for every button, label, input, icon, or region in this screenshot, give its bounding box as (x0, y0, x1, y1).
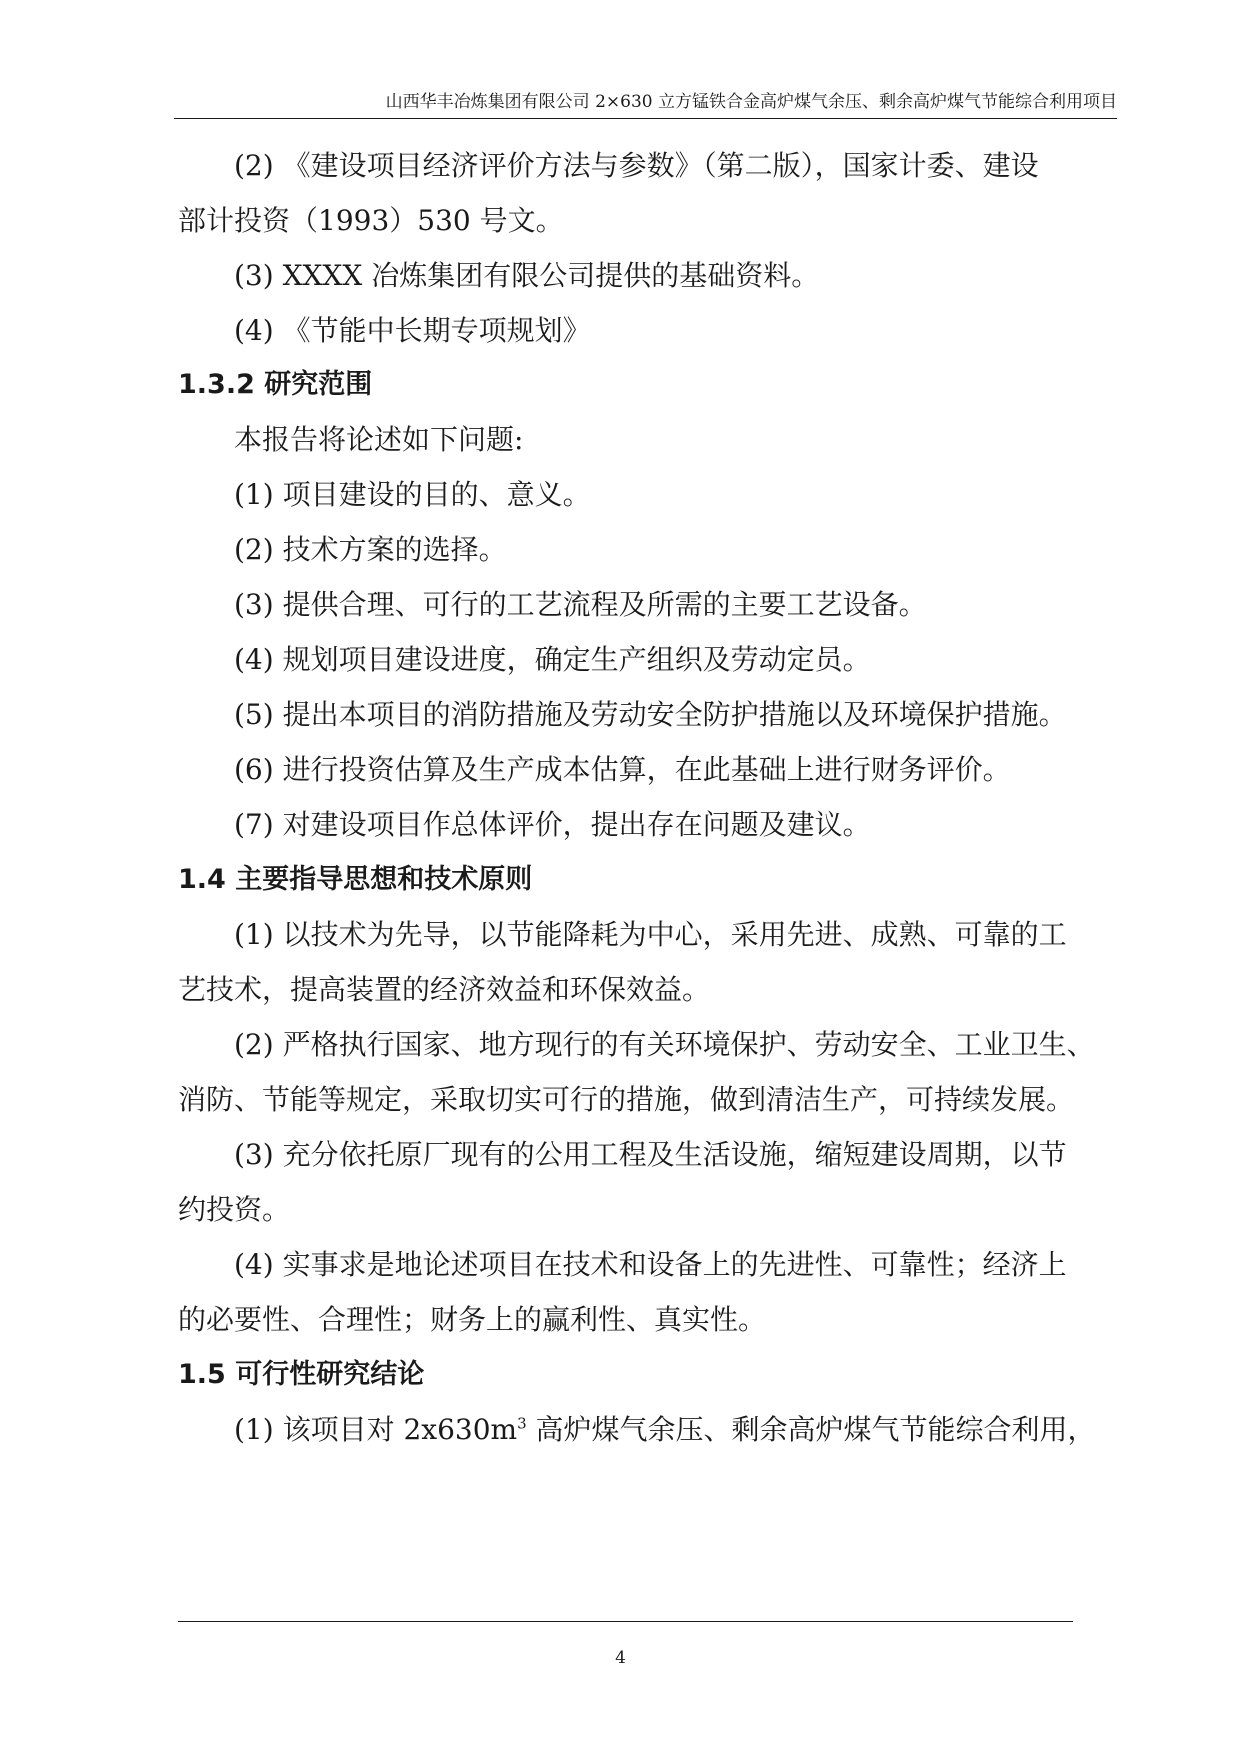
list-item-scope-6: (6) 进行投资估算及生产成本估算，在此基础上进行财务评价。 (234, 753, 1011, 786)
list-item-scope-4: (4) 规划项目建设进度，确定生产组织及劳动定员。 (234, 643, 871, 676)
list-item-scope-5: (5) 提出本项目的消防措施及劳动安全防护措施以及环境保护措施。 (234, 698, 1067, 731)
paragraph-ref-2-line1: (2) 《建设项目经济评价方法与参数》（第二版），国家计委、建设 (234, 149, 1039, 182)
section-heading-1-4: 1.4 主要指导思想和技术原则 (178, 864, 533, 895)
header-rule (174, 118, 1117, 119)
paragraph-intro: 本报告将论述如下问题: (234, 423, 524, 456)
conclusion-text-pre: (1) 该项目对 2x630m (234, 1413, 518, 1446)
paragraph-ref-4: (4) 《节能中长期专项规划》 (234, 314, 591, 347)
footer-rule (178, 1621, 1073, 1622)
paragraph-ref-3: (3) XXXX 冶炼集团有限公司提供的基础资料。 (234, 259, 820, 292)
principle-1-line1: (1) 以技术为先导，以节能降耗为中心，采用先进、成熟、可靠的工 (234, 918, 1067, 951)
principle-3-line2: 约投资。 (178, 1193, 291, 1226)
principle-3-line1: (3) 充分依托原厂现有的公用工程及生活设施，缩短建设周期，以节 (234, 1138, 1067, 1171)
principle-2-line2: 消防、节能等规定，采取切实可行的措施，做到清洁生产，可持续发展。 (178, 1083, 1075, 1116)
list-item-scope-1: (1) 项目建设的目的、意义。 (234, 478, 591, 511)
superscript-cubic: 3 (517, 1414, 527, 1433)
principle-4-line2: 的必要性、合理性；财务上的赢利性、真实性。 (178, 1303, 767, 1336)
principle-2-line1: (2) 严格执行国家、地方现行的有关环境保护、劳动安全、工业卫生、 (234, 1028, 1095, 1061)
paragraph-ref-2-line2: 部计投资（1993）530 号文。 (178, 204, 564, 237)
page-number: 4 (615, 1648, 626, 1668)
list-item-scope-7: (7) 对建设项目作总体评价，提出存在问题及建议。 (234, 808, 871, 841)
page-header: 山西华丰冶炼集团有限公司 2×630 立方锰铁合金高炉煤气余压、剩余高炉煤气节能综合利用项目 (385, 92, 1117, 112)
principle-4-line1: (4) 实事求是地论述项目在技术和设备上的先进性、可靠性；经济上 (234, 1248, 1067, 1281)
section-heading-1-5: 1.5 可行性研究结论 (178, 1359, 425, 1390)
section-heading-1-3-2: 1.3.2 研究范围 (178, 369, 373, 400)
conclusion-text-post: 高炉煤气余压、剩余高炉煤气节能综合利用， (526, 1413, 1096, 1446)
principle-1-line2: 艺技术，提高装置的经济效益和环保效益。 (178, 973, 711, 1006)
list-item-scope-3: (3) 提供合理、可行的工艺流程及所需的主要工艺设备。 (234, 588, 927, 621)
conclusion-1-line1 (234, 1412, 1114, 1448)
list-item-scope-2: (2) 技术方案的选择。 (234, 533, 507, 566)
